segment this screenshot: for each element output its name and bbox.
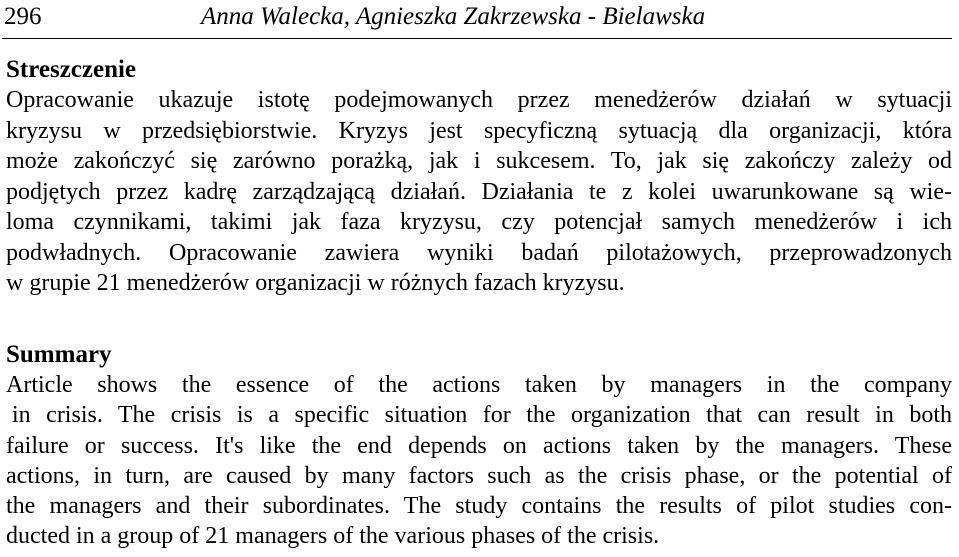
summary-heading: Summary (6, 341, 112, 368)
summary-line: the managers and their subordinates. The study contains the results of pilot studies con- (6, 493, 952, 520)
summary-line: failure or success. It's like the end depends on actions taken by the managers. These (6, 432, 952, 459)
summary-section (6, 340, 952, 552)
summary-line: Article shows the essence of the actions taken by managers in the company (6, 372, 952, 398)
streszczenie-line: loma czynnikami, takimi jak faza kryzysu, czy potencjał samych menedżerów i ich (6, 209, 952, 235)
summary-line: ducted in a group of 21 managers of the various phases of the crisis. (6, 523, 660, 550)
streszczenie-section (6, 55, 952, 299)
streszczenie-line: podwładnych. Opracowanie zawiera wyniki badań pilotażowych, przeprowadzonych (6, 239, 952, 266)
page-number: 296 (4, 3, 42, 30)
streszczenie-line: może zakończyć się zarówno porażką, jak i sukcesem. To, jak się zakończy zależy od (6, 148, 952, 174)
streszczenie-line: kryzysu w przedsiębiorstwie. Kryzys jest specyficzną sytuacją dla organizacji, która (6, 117, 952, 144)
streszczenie-line: w grupie 21 menedżerów organizacji w różnych fazach kryzysu. (6, 270, 625, 296)
summary-line: in crisis. The crisis is a specific situation for the organization that can result in both (12, 402, 952, 429)
streszczenie-heading: Streszczenie (6, 56, 137, 83)
summary-line: actions, in turn, are caused by many factors such as the crisis phase, or the potential of (6, 462, 952, 489)
running-header (2, 0, 952, 39)
streszczenie-line: Opracowanie ukazuje istotę podejmowanych przez menedżerów działań w sytuacji (6, 87, 952, 113)
running-head-authors: Anna Walecka, Agnieszka Zakrzewska - Bielawska (201, 3, 706, 30)
streszczenie-line: podjętych przez kadrę zarządzającą działań. Działania te z kolei uwarunkowane są wie- (6, 178, 952, 205)
